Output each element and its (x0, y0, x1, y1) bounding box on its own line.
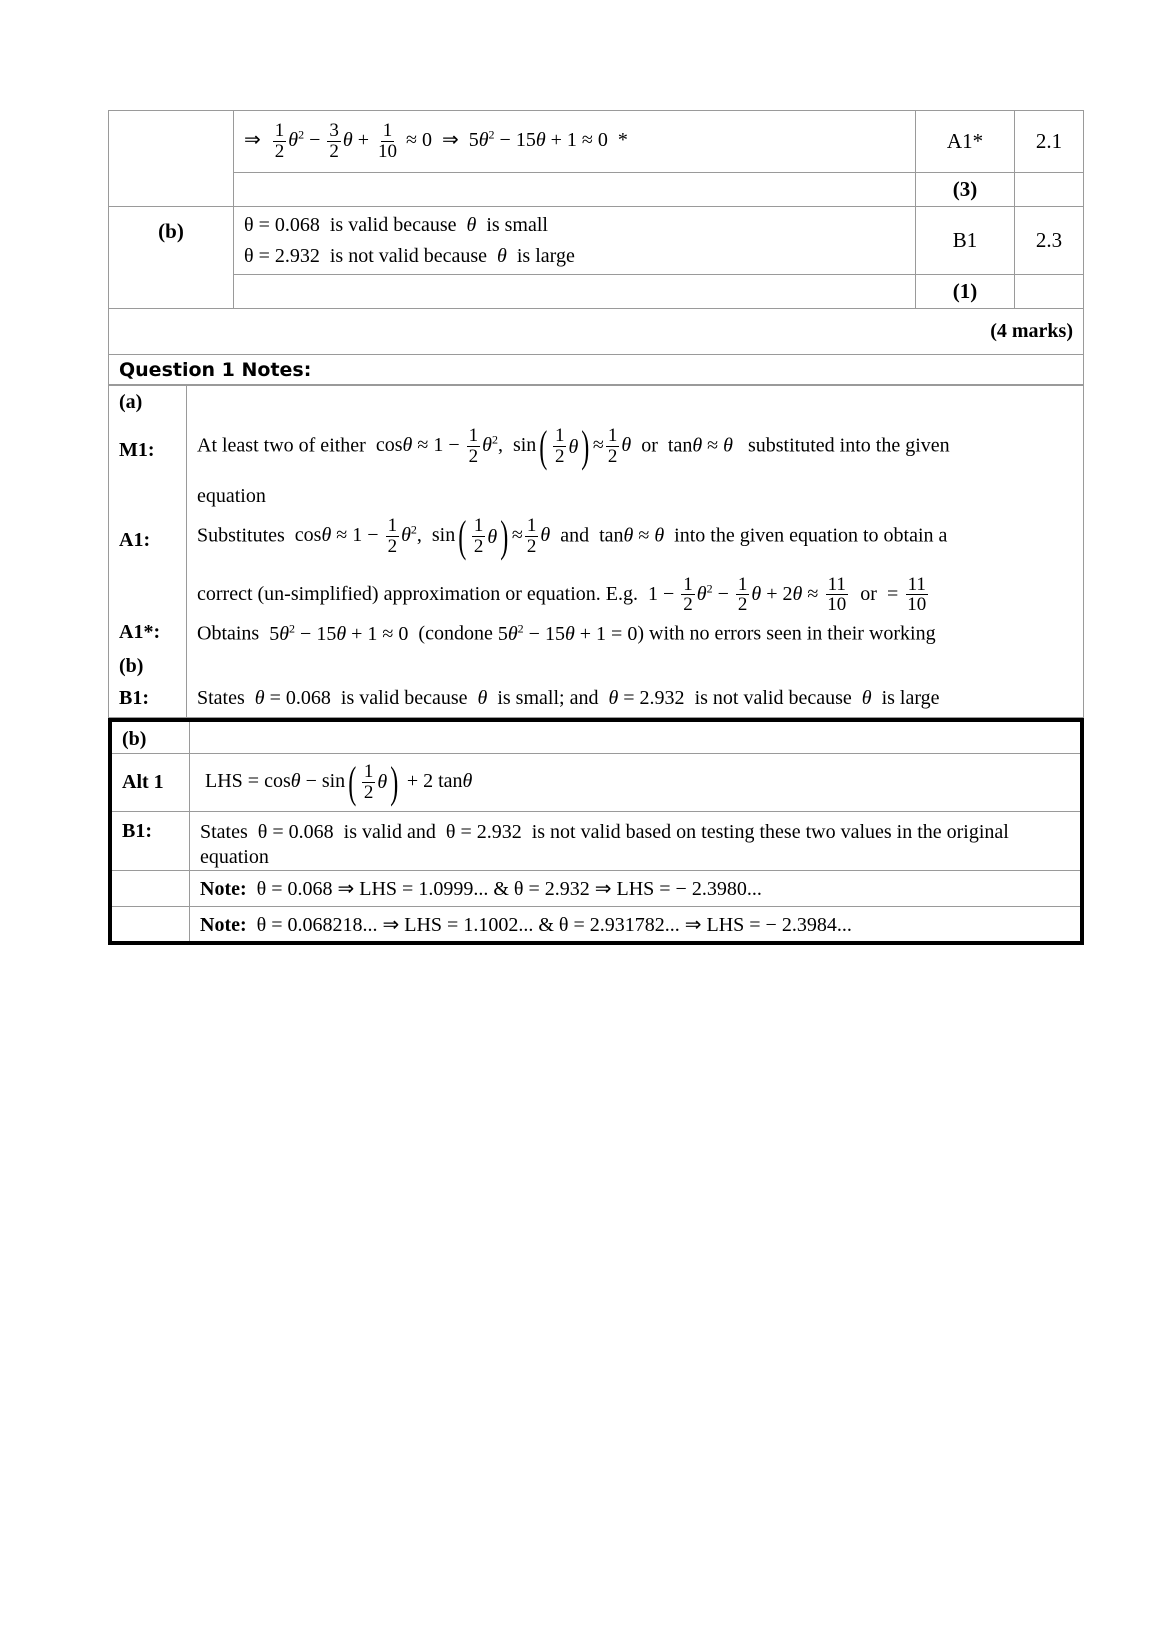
alt-b1-label: B1: (110, 812, 190, 871)
a1star-label: A1*: (109, 615, 187, 649)
a1-text: Substitutes cosθ ≈ 1 − $\frac{1}{2}$ $\theta^2$, sin ( $\frac{1}{2}$ θ ) ≈ $\frac{1}{2}$ θ and tanθ ≈ θ into the given equation to obtain a correct (un-simplified) approximation or equation. E.g. 1 − $\frac{1}{2}$ $\theta^2$ − $\frac{1}{2}$ θ + 2θ ≈ $\frac{11}{10}$ or = $\frac{11}{10}$ (187, 509, 1084, 616)
m1-text: At least two of either cosθ ≈ 1 − $\frac{1}{2}$ $\theta^2$, sin ( $\frac{1}{2}$ θ ) ≈ $\frac{1}{2}$ θ or tanθ ≈ θ substituted into the given equation (187, 419, 1084, 509)
ao-row1: 2.1 (1015, 111, 1084, 173)
b1-text: States θ = 0.068 is valid because θ is small; and θ = 2.932 is not valid because θ is large (187, 683, 1084, 717)
working-row2: θ = 0.068 is valid because θ is small θ = 2.932 is not valid because θ is large (234, 207, 916, 275)
mark-row2: B1 (916, 207, 1015, 275)
mark-scheme-table (108, 110, 1084, 385)
alt-b1-text: States θ = 0.068 is valid and θ = 2.932 is not valid based on testing these two values in the original equation (190, 812, 1083, 871)
alt-method-table (108, 718, 1084, 945)
total-marks: (4 marks) (109, 309, 1084, 355)
notes-heading: Question 1 Notes: (109, 355, 1084, 385)
a1-label: A1: (109, 509, 187, 616)
b1-label: B1: (109, 683, 187, 717)
part-b-label: (b) (109, 207, 234, 309)
mark-row1: A1* (916, 111, 1015, 173)
notes-table (108, 385, 1084, 718)
m1-label: M1: (109, 419, 187, 509)
alt-note-1: Note: θ = 0.068 ⇒ LHS = 1.0999... & θ = 2.932 ⇒ LHS = − 2.3980... (190, 871, 1083, 907)
ao-row2: 2.3 (1015, 207, 1084, 275)
alt-note-2: Note: θ = 0.068218... ⇒ LHS = 1.1002... & θ = 2.931782... ⇒ LHS = − 2.3984... (190, 907, 1083, 943)
alt-lhs: LHS = cosθ − sin ( $\frac{1}{2}$ θ ) + 2 tanθ (190, 754, 1083, 812)
subtotal-a: (3) (916, 173, 1015, 207)
part-cell-empty (109, 111, 234, 207)
alt-label: Alt 1 (110, 754, 190, 812)
alt-part-b: (b) (110, 720, 190, 754)
notes-part-a: (a) (109, 386, 187, 419)
notes-part-b: (b) (109, 649, 187, 683)
a1star-text: Obtains $5\theta^2 - 15\theta + 1 \approx 0$ (condone $5\theta^2 - 15\theta + 1 = 0$) with no errors seen in their working (187, 615, 1084, 649)
working-row1 (234, 111, 916, 173)
mark-scheme-page (108, 110, 1084, 945)
working-expression: ⇒ $\frac{1}{2}$ $\theta^2$ − $\frac{3}{2}$ θ + $\frac{1}{10}$ ≈ 0 ⇒ $5\theta^2 - 15\theta + 1 \approx 0$ * (244, 120, 628, 162)
subtotal-b: (1) (916, 275, 1015, 309)
